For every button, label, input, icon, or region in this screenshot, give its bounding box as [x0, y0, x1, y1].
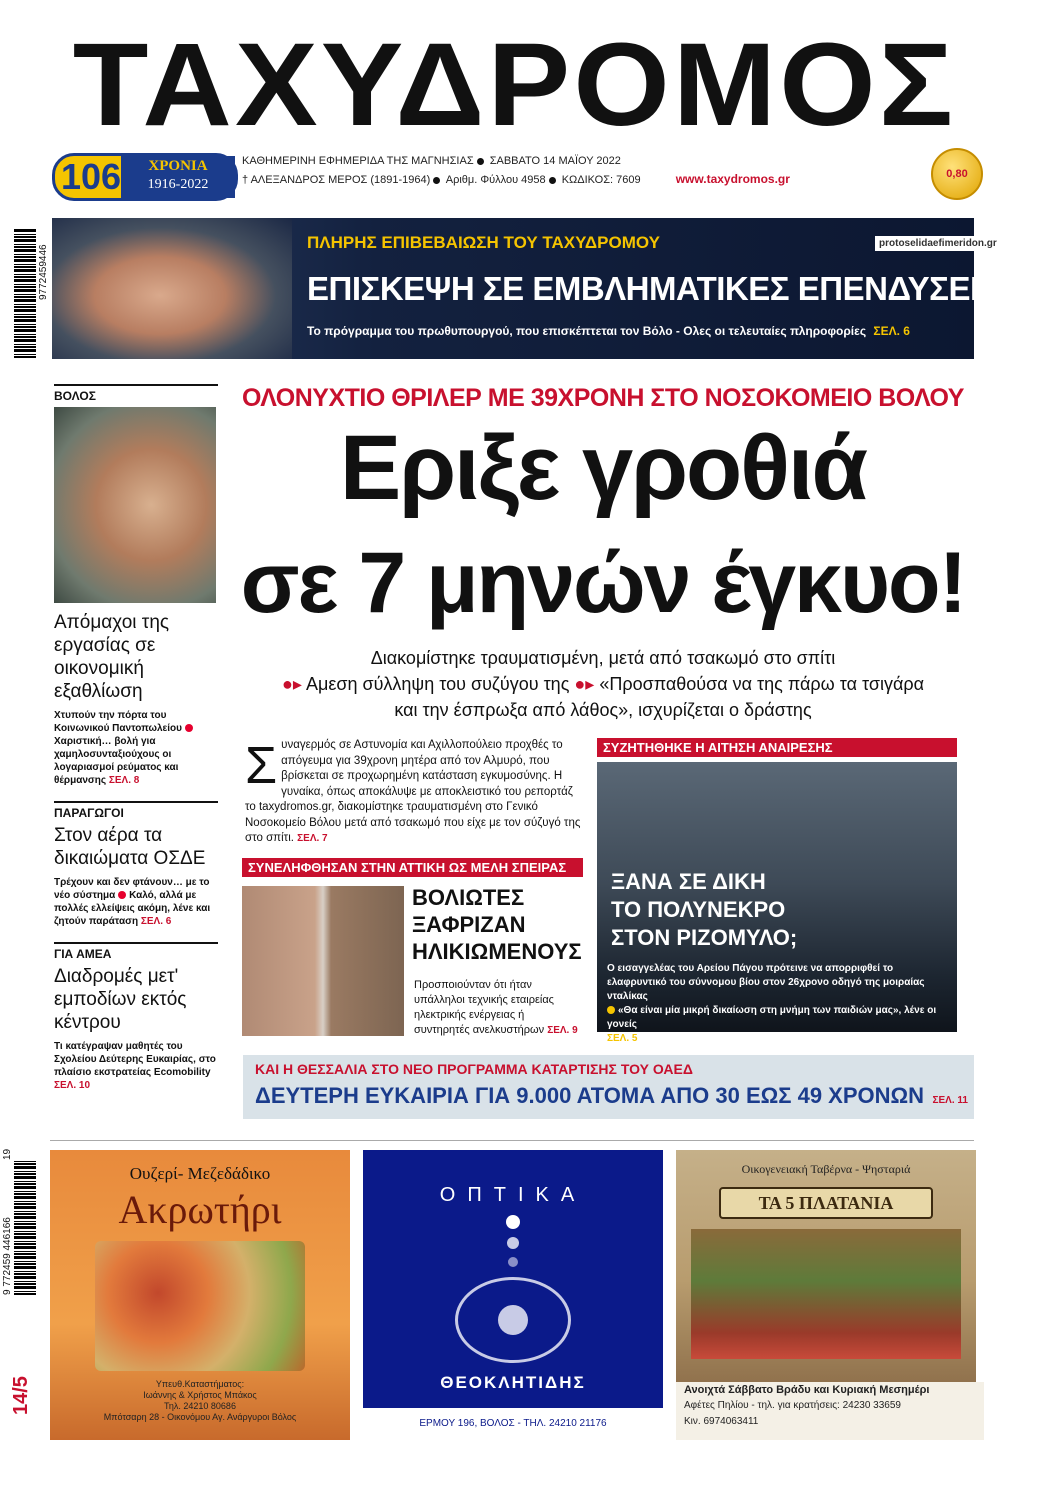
drop-cap: Σ	[245, 737, 278, 795]
ad-akrotiri[interactable]	[50, 1150, 350, 1440]
gang-page-ref: ΣΕΛ. 9	[547, 1025, 578, 1036]
gang-headline-1: ΒΟΛΙΩΤΕΣ	[412, 885, 525, 910]
sidebar-story1-headline[interactable]: Απόμαχοι της εργασίας σε οικονομική εξαθλίωση	[54, 612, 170, 702]
gang-headline-3: ΗΛΙΚΙΩΜΕΝΟΥΣ	[412, 939, 582, 964]
deck-line-2b: «Προσπαθούσα να της πάρω τα τσιγάρα	[599, 674, 924, 694]
retrial-headline-2: ΤΟ ΠΟΛΥΝΕΚΡΟ	[611, 897, 786, 922]
retrial-text-b: «Θα είναι μία μικρή δικαίωση στη μνήμη των παιδιών μας», λένε οι γονείς	[607, 1005, 937, 1030]
sidebar-label-amea: ΓΙΑ ΑΜΕΑ	[54, 942, 218, 961]
ad1-line-1: Υπευθ.Καταστήματος:	[155, 1379, 245, 1389]
deck-line-1: Διακομίστηκε τραυματισμένη, μετά από τσακωμό στο σπίτι	[370, 648, 836, 668]
prime-minister-photo	[52, 218, 292, 359]
ad3-top: Οικογενειακή Ταβέρνα - Ψησταριά	[741, 1162, 911, 1176]
pupil-icon	[498, 1305, 528, 1335]
ad1-line-2: Ιωάννης & Χρήστος Μπάκος	[143, 1390, 257, 1400]
ad3-line-3: Κιν. 6974063411	[684, 1416, 759, 1427]
deck-line-2a: Αμεση σύλληψη του συζύγου της	[305, 674, 570, 694]
ad2-top: ΟΠΤΙΚΑ	[439, 1184, 587, 1206]
oaed-page-ref: ΣΕΛ. 11	[932, 1095, 968, 1106]
gang-headline[interactable]	[412, 884, 582, 965]
main-deck	[232, 645, 974, 723]
ad2-footer: ΕΡΜΟΥ 196, ΒΟΛΟΣ - ΤΗΛ. 24210 21176	[363, 1408, 663, 1440]
oaed-box[interactable]	[243, 1055, 974, 1119]
years-badge	[52, 153, 238, 201]
sidebar-story2-text	[54, 876, 218, 928]
main-page-ref: ΣΕΛ. 7	[297, 833, 328, 844]
sidebar-story2-headline[interactable]: Στον αέρα τα δικαιώματα ΟΣΔΕ	[54, 825, 206, 869]
retrial-headline	[611, 868, 797, 952]
watermark: protoselidaefimeridon.gr	[875, 236, 1001, 251]
sidebar-story3-page: ΣΕΛ. 10	[54, 1080, 91, 1091]
retrial-text	[607, 962, 953, 1046]
ad3-line-2: Αφέτες Πηλίου - τηλ. για κρατήσεις: 24230 33659	[684, 1400, 901, 1411]
paper-description: ΚΑΘΗΜΕΡΙΝΗ ΕΦΗΜΕΡΙΔΑ ΤΗΣ ΜΑΓΝΗΣΙΑΣ	[242, 155, 474, 167]
eye-logo-icon	[455, 1277, 571, 1363]
years-number: 106	[61, 156, 122, 197]
website-link[interactable]: www.taxydromos.gr	[675, 172, 790, 186]
retrial-headline-1: ΞΑΝΑ ΣΕ ΔΙΚΗ	[611, 869, 766, 894]
main-kicker: ΟΛΟΝΥΧΤΙΟ ΘΡΙΛΕΡ ΜΕ 39ΧΡΟΝΗ ΣΤΟ ΝΟΣΟΚΟΜΕΙΟ ΒΟΛΟΥ	[242, 384, 964, 412]
ad2-name: ΘΕΟΚΛΗΤΙΔΗΣ	[440, 1373, 586, 1392]
suspects-photo	[242, 886, 404, 1036]
retrial-page-ref: ΣΕΛ. 5	[607, 1033, 638, 1044]
retrial-bar: ΣΥΖΗΤΗΘΗΚΕ Η ΑΙΤΗΣΗ ΑΝΑΙΡΕΣΗΣ	[597, 738, 957, 757]
bullet-icon	[433, 177, 440, 184]
bullet-icon	[549, 177, 556, 184]
sidebar-story3-headline[interactable]: Διαδρομές μετ' εμποδίων εκτός κέντρου	[54, 966, 187, 1033]
ad1-contact	[50, 1379, 350, 1423]
ad1-line-4: Μπότσαρη 28 - Οικονόμου Αγ. Ανάργυροι Βόλος	[103, 1412, 297, 1422]
price-badge: 0,80	[931, 148, 983, 200]
ad1-top: Ουζερί- Μεζεδάδικο	[129, 1164, 271, 1183]
retrial-text-a: Ο εισαγγελέας του Αρείου Πάγου πρότεινε να απορριφθεί το ελαφρυντικό του σύννομου βίου στον 26χρονο οδηγό της μοιραίας νταλίκας	[607, 963, 925, 1002]
sidebar-story2-page: ΣΕΛ. 6	[140, 916, 172, 927]
ad3-name: ΤΑ 5 ΠΛΑΤΑΝΙΑ	[719, 1187, 933, 1219]
info-line-2	[242, 171, 932, 189]
deck-line-2	[232, 671, 974, 697]
bullet-icon	[607, 1006, 615, 1014]
issue-date: ΣΑΒΒΑΤΟ 14 ΜΑΪΟΥ 2022	[489, 155, 621, 167]
sidebar-story1-text	[54, 709, 218, 787]
ad-optika[interactable]	[363, 1150, 663, 1440]
sidebar-story1-text-b: Χαριστική… βολή για χαμηλοσυνταξιούχους οι λογαριασμοί ρεύματος και θέρμανσης	[54, 736, 179, 786]
gang-text-body: Προσποιούνταν ότι ήταν υπάλληλοι τεχνικής εταιρείας ηλεκτρικής ενέργειας ή συντηρητές ανελκυστήρων	[414, 979, 554, 1036]
ad1-food-photo	[95, 1241, 305, 1371]
gang-headline-2: ΞΑΦΡΙΖΑΝ	[412, 912, 526, 937]
years-range: 1916-2022	[147, 177, 209, 192]
oaed-kicker: ΚΑΙ Η ΘΕΣΣΑΛΙΑ ΣΤΟ ΝΕΟ ΠΡΟΓΡΑΜΜΑ ΚΑΤΑΡΤΙΣΗΣ ΤΟΥ ΟΑΕΔ	[255, 1061, 693, 1077]
main-headline-1[interactable]: Εριξε γροθιά	[339, 417, 867, 519]
banner-sub-text: Το πρόγραμμα του πρωθυπουργού, που επισκέπτεται τον Βόλο - Ολες οι τελευταίες πληροφορίες	[307, 324, 867, 338]
issue-number: Αριθμ. Φύλλου 4958	[445, 174, 546, 186]
barcode-issue: 19	[2, 1148, 13, 1160]
years-word: ΧΡΟΝΙΑ	[148, 158, 208, 174]
sidebar-story3-text-body: Τι κατέγραψαν μαθητές του Σχολείου Δεύτερης Ευκαιρίας, στο πλαίσιο εκστρατείας Ecomobility	[54, 1041, 216, 1078]
banner-headline: ΕΠΙΣΚΕΨΗ ΣΕ ΕΜΒΛΗΜΑΤΙΚΕΣ ΕΠΕΝΔΥΣΕΙΣ	[307, 270, 998, 307]
bullet-icon	[477, 158, 484, 165]
sidebar	[54, 384, 218, 1092]
ad3-taverna-photo	[691, 1229, 961, 1359]
dot-icon	[508, 1257, 518, 1267]
founder: † ΑΛΕΞΑΝΔΡΟΣ ΜΕΡΟΣ (1891-1964)	[242, 174, 431, 186]
bullet-icon	[185, 724, 193, 732]
date-vertical: 14/5	[10, 1376, 32, 1415]
masthead-title: ΤΑΧΥΔΡΟΜΟΣ	[72, 19, 957, 151]
oaed-headline-line	[255, 1083, 968, 1109]
arrow-bullet-icon: ●▸	[282, 674, 302, 694]
info-line-1	[242, 153, 922, 170]
sidebar-label-producers: ΠΑΡΑΓΩΓΟΙ	[54, 801, 218, 820]
barcode-top-number: 9772459446	[38, 244, 49, 300]
banner-kicker: ΠΛΗΡΗΣ ΕΠΙΒΕΒΑΙΩΣΗ ΤΟΥ ΤΑΧΥΔΡΟΜΟΥ	[307, 233, 660, 252]
retrial-box[interactable]	[597, 762, 957, 1044]
deck-line-3: και την έσπρωξα από λάθος», ισχυρίζεται ο δράστης	[394, 700, 812, 720]
ads-divider	[50, 1140, 974, 1141]
sidebar-story1-page: ΣΕΛ. 8	[108, 775, 140, 786]
years-label-box	[121, 156, 235, 198]
sidebar-label-volos: ΒΟΛΟΣ	[54, 384, 218, 403]
ad3-line-1: Ανοιχτά Σάββατο Βράδυ και Κυριακή Μεσημέρι	[684, 1384, 930, 1396]
sidebar-story2-text-a: Τρέχουν και δεν φτάνουν… με το νέο σύστημα	[54, 877, 210, 901]
banner-subline	[307, 324, 910, 338]
main-body-text: υναγερμός σε Αστυνομία και Αχιλλοπούλειο προχθές το απόγευμα για 39χρονη μητέρα από τον Αλμυρό, που βρίσκεται σε προχωρημένη κατάσταση εγκυμοσύνης. Η γυναίκα, όπως αποκάλυψε με αποκλειστικό του ρεπορτάζ το taxydromos.gr, διακομίστηκε τραυματισμένη στο Γενικό Νοσοκομείο Βόλου μετά από τσακωμό που είχε με τον σύζυγό της στο σπίτι.	[245, 739, 581, 844]
dot-icon	[506, 1215, 520, 1229]
arrow-bullet-icon: ●▸	[574, 674, 595, 694]
sidebar-story2-text-b: Καλό, αλλά με πολλές ελλείψεις ακόμη, λένε και ζητούν παράταση	[54, 890, 211, 927]
banner-page-ref: ΣΕΛ. 6	[873, 324, 910, 338]
paper-code: ΚΩΔΙΚΟΣ: 7609	[561, 174, 641, 186]
dot-icon	[507, 1237, 519, 1249]
sidebar-story1-text-a: Χτυπούν την πόρτα του Κοινωνικού Παντοπωλείου	[54, 710, 182, 734]
gang-text	[414, 978, 582, 1038]
ad-platania[interactable]	[676, 1150, 976, 1440]
ad1-line-3: Τηλ. 24210 80686	[164, 1401, 236, 1411]
elderly-hands-photo	[54, 407, 216, 603]
barcode-top	[14, 228, 36, 358]
oaed-headline: ΔΕΥΤΕΡΗ ΕΥΚΑΙΡΙΑ ΓΙΑ 9.000 ΑΤΟΜΑ ΑΠΟ 30 ΕΩΣ 49 ΧΡΟΝΩΝ	[255, 1083, 925, 1108]
sidebar-story3-text	[54, 1040, 218, 1092]
main-headline-2[interactable]: σε 7 μηνών έγκυο!	[240, 535, 966, 631]
ad3-contact	[676, 1382, 984, 1440]
barcode-side-number: 9 772459 446166	[2, 1217, 13, 1295]
gang-bar: ΣΥΝΕΛΗΦΘΗΣΑΝ ΣΤΗΝ ΑΤΤΙΚΗ ΩΣ ΜΕΛΗ ΣΠΕΙΡΑΣ	[242, 858, 583, 877]
bullet-icon	[118, 891, 126, 899]
barcode-side	[14, 1160, 36, 1295]
top-banner[interactable]	[52, 218, 998, 359]
retrial-headline-3: ΣΤΟΝ ΡΙΖΟΜΥΛΟ;	[611, 925, 798, 950]
ad1-name: Ακρωτήρι	[118, 1187, 282, 1232]
main-body	[245, 738, 585, 847]
